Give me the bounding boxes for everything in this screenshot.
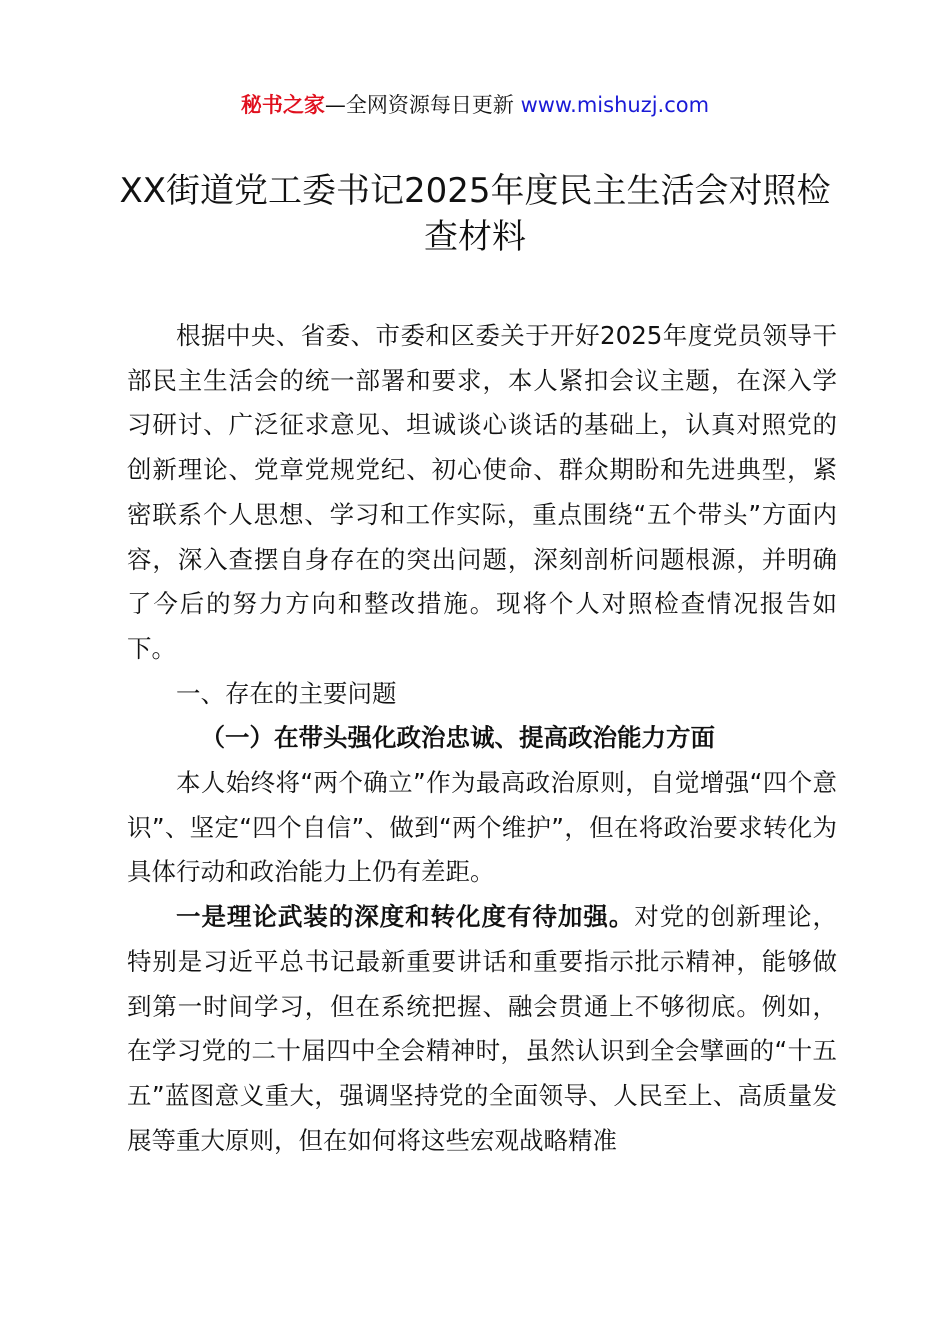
header-slogan: —全网资源每日更新: [324, 93, 521, 117]
brand-name: 秘书之家: [240, 93, 325, 117]
body-paragraph-with-lead: [127, 895, 837, 1163]
section-heading: 一、存在的主要问题: [176, 678, 397, 708]
site-url-link[interactable]: www.mishuzj.com: [520, 93, 710, 117]
document-body: [127, 314, 837, 1163]
paragraph-text: 对党的创新理论，特别是习近平总书记最新重要讲话和重要指示批示精神，能够做到第一时间学习，但在系统把握、融会贯通上不够彻底。例如，在学习党的二十届四中全会精神时，虽然认识到全会擘画的“十五五”蓝图意义重大，强调坚持党的全面领导、人民至上、高质量发展等重大原则，但在如何将这些宏观战略精准: [127, 902, 838, 1155]
paragraph-lead-sentence: 一是理论武装的深度和转化度有待加强。: [176, 902, 635, 932]
site-header: [0, 90, 950, 120]
intro-paragraph: 根据中央、省委、市委和区委关于开好2025年度党员领导干部民主生活会的统一部署和要求，本人紧扣会议主题，在深入学习研讨、广泛征求意见、坦诚谈心谈话的基础上，认真对照党的创新理论、党章党规党纪、初心使命、群众期盼和先进典型，紧密联系个人思想、学习和工作实际，重点围绕“五个带头”方面内容，深入查摆自身存在的突出问题，深刻剖析问题根源，并明确了今后的努力方向和整改措施。现将个人对照检查情况报告如下。: [127, 321, 837, 663]
document-title: XX街道党工委书记2025年度民主生活会对照检查材料: [119, 171, 831, 257]
subsection-heading: （一）在带头强化政治忠诚、提高政治能力方面: [200, 723, 715, 753]
body-paragraph: 本人始终将“两个确立”作为最高政治原则，自觉增强“四个意识”、坚定“四个自信”、做到“两个维护”，但在将政治要求转化为具体行动和政治能力上仍有差距。: [127, 768, 837, 887]
